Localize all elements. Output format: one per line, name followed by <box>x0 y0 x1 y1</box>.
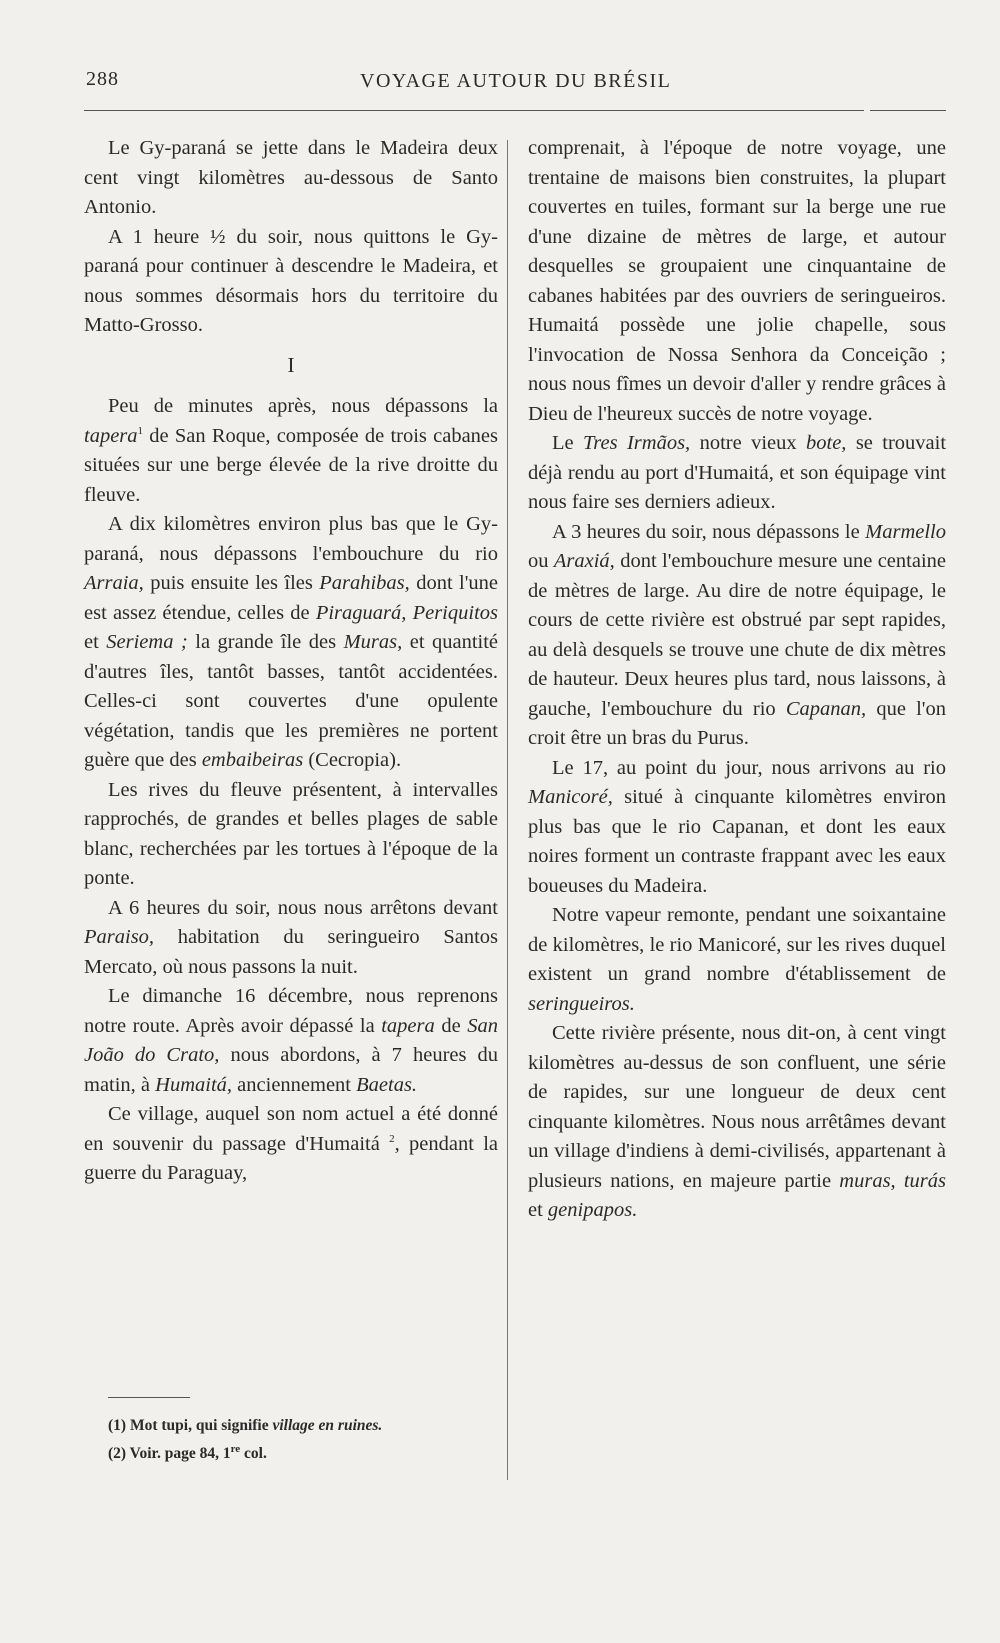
paragraph: Cette rivière présente, nous dit-on, à cent vingt kilomètres au-dessus de son confluent, une série de rapides, sur une longueur de deux cent cinquante kilomètres. Nous nous arrêtâmes devant un village d'indiens à demi-civilisés, appartenant à plusieurs nations, en majeure partie muras, turás et genipapos. <box>528 1022 946 1221</box>
footnotes <box>108 1412 508 1468</box>
footnote-1: (1) Mot tupi, qui signifie village en ruines. <box>108 1417 383 1434</box>
footnote-ref: 1 <box>137 424 144 437</box>
column-divider <box>507 140 508 1480</box>
left-column <box>84 134 498 1189</box>
header-rule <box>84 110 864 111</box>
paragraph: Le 17, au point du jour, nous arrivons au rio Manicoré, situé à cinquante kilomètres environ plus bas que le rio Capanan, et dont les eaux noires forment un contraste frappant avec les eaux boueuses du Madeira. <box>528 756 947 897</box>
page-number: 288 <box>86 68 119 90</box>
paragraph: A 6 heures du soir, nous nous arrêtons devant Paraiso, habitation du seringueiro Santos Mercato, où nous passons la nuit. <box>84 896 498 978</box>
paragraph: Notre vapeur remonte, pendant une soixantaine de kilomètres, le rio Manicoré, sur les rives duquel existent un grand nombre d'établissement de seringueiros. <box>528 904 946 1015</box>
paragraph: Le Tres Irmãos, notre vieux bote, se trouvait déjà rendu au port d'Humaitá, et son équipage vint nous faire ses derniers adieux. <box>528 432 947 513</box>
paragraph: Le Gy-paraná se jette dans le Madeira deux cent vingt kilomètres au-dessous de Santo Antonio. <box>84 137 498 218</box>
paragraph: comprenait, à l'époque de notre voyage, une trentaine de maisons bien construites, la plupart couvertes en tuiles, formant sur la berge une rue d'une dizaine de mètres de large, et autour desquelles se groupaient une cinquantaine de cabanes habitées par des ouvriers de seringueiros. Humaitá possède une jolie chapelle, sous l'invocation de Nossa Senhora da Conceição ; nous nous fîmes un devoir d'aller y rendre grâces à Dieu de l'heureux succès de notre voyage. <box>528 137 946 425</box>
paragraph: A 3 heures du soir, nous dépassons le Marmello ou Araxiá, dont l'embouchure mesure une centaine de mètres de large. Au dire de notre équipage, le cours de cette rivière est obstrué par sept rapides, au delà desquels se trouve une chute de dix mètres de hauteur. Deux heures plus tard, nous laissons, à gauche, l'embouchure du rio Capanan, que l'on croit être un bras du Purus. <box>528 520 946 749</box>
footnote-rule <box>108 1397 190 1398</box>
footnote-ref: 2 <box>389 1132 395 1145</box>
page-header <box>86 68 946 98</box>
paragraph: Les rives du fleuve présentent, à intervalles rapprochés, de grandes et belles plages de sable blanc, recherchées par les tortues à l'époque de la ponte. <box>84 778 498 889</box>
header-rule-short <box>870 110 946 111</box>
paragraph: Peu de minutes après, nous dépassons la tapera$^1$ de San Roque, composée de trois cabanes situées sur une berge élevée de la rive droitte du fleuve. <box>84 395 499 506</box>
right-column <box>528 134 946 1226</box>
section-numeral: I <box>287 352 295 377</box>
footnote-2: (2) Voir. page 84, 1re col. <box>108 1442 267 1462</box>
paragraph: Le dimanche 16 décembre, nous reprenons notre route. Après avoir dépassé la tapera de San João do Crato, nous abordons, à 7 heures du matin, à Humaitá, anciennement Baetas. <box>84 985 499 1096</box>
paragraph: Ce village, auquel son nom actuel a été donné en souvenir du passage d'Humaitá $^2$, pendant la guerre du Paraguay, <box>84 1103 498 1184</box>
paragraph: A 1 heure ½ du soir, nous quittons le Gy-paraná pour continuer à descendre le Madeira, et nous sommes désormais hors du territoire du Matto-Grosso. <box>84 225 498 336</box>
paragraph: A dix kilomètres environ plus bas que le Gy-paraná, nous dépassons l'embouchure du rio Arraia, puis ensuite les îles Parahibas, dont l'une est assez étendue, celles de Piraguará, Periquitos et Seriema ; la grande île des Muras, et quantité d'autres îles, tantôt basses, tantôt accidentées. Celles-ci sont couvertes d'une opulente végétation, tandis que les premières ne portent guère que des embaibeiras (Cecropia). <box>84 513 499 771</box>
running-title: VOYAGE AUTOUR DU BRÉSIL <box>360 70 672 92</box>
